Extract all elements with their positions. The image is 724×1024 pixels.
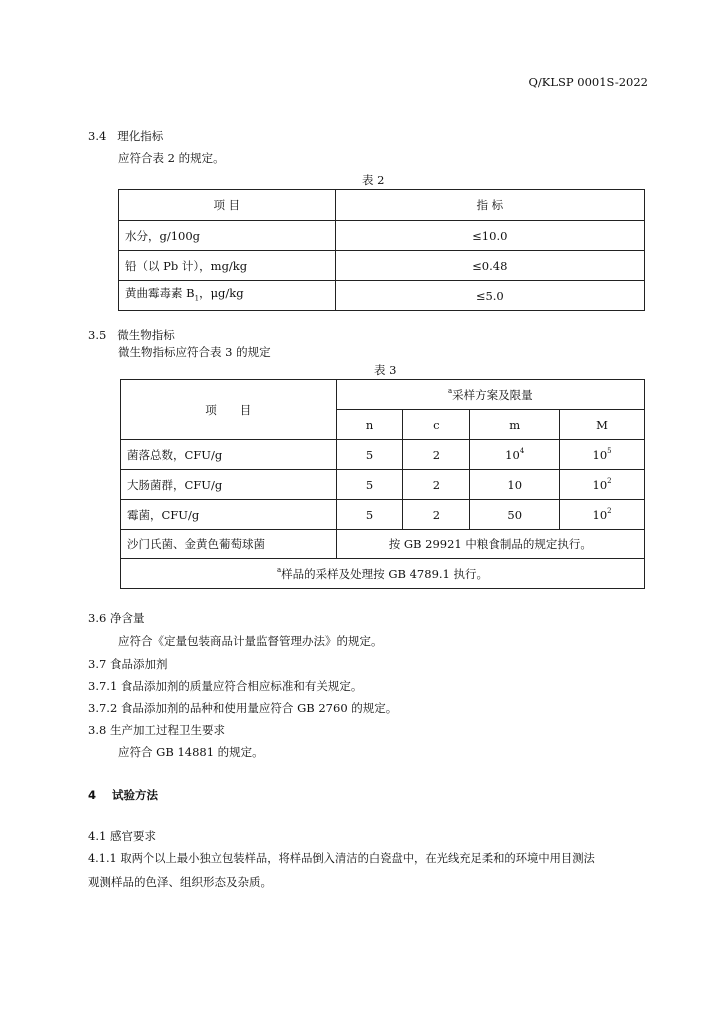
section-title: 理化指标 [117, 129, 164, 143]
section-number: 4 [88, 788, 97, 802]
section-number: 3.4 [88, 129, 107, 143]
table-row [121, 500, 645, 530]
row-item: 大肠菌群，CFU/g [121, 470, 337, 500]
document-code: Q/KLSP 0001S-2022 [528, 75, 648, 89]
row-item: 菌落总数，CFU/g [121, 440, 337, 470]
table-row [121, 530, 645, 559]
section-3-5-heading [88, 327, 175, 343]
section-3-6-heading: 3.6 净含量 [88, 611, 145, 625]
cell-n: 5 [336, 500, 403, 530]
cell-M: $10^2$ [560, 500, 645, 530]
section-4-heading [88, 787, 158, 803]
section-4-1-heading: 4.1 感官要求 [88, 829, 156, 843]
table-footnote-row [121, 559, 645, 589]
column-header-plan: $^a$采样方案及限量 [336, 380, 644, 410]
table-row [121, 440, 645, 470]
column-header-item: 项 目 [121, 380, 337, 440]
section-3-8-heading: 3.8 生产加工过程卫生要求 [88, 723, 225, 737]
section-title: 微生物指标 [117, 328, 175, 342]
table-row [119, 251, 645, 281]
cell-n: 5 [336, 440, 403, 470]
cell-m: $10^4$ [470, 440, 560, 470]
column-header-m: m [470, 410, 560, 440]
row-item: 黄曲霉毒素 $B_1$，μg/kg [119, 281, 336, 311]
cell-c: 2 [403, 500, 470, 530]
row-value: ≤5.0 [335, 281, 644, 311]
cell-m: 10 [470, 470, 560, 500]
table-2-caption: 表 2 [362, 173, 385, 187]
cell-M: $10^2$ [560, 470, 645, 500]
section-title: 试验方法 [112, 788, 159, 802]
row-value: ≤0.48 [335, 251, 644, 281]
row-item: 霉菌，CFU/g [121, 500, 337, 530]
section-3-7-2: 3.7.2 食品添加剂的品种和使用量应符合 GB 2760 的规定。 [88, 701, 398, 715]
cell-n: 5 [336, 470, 403, 500]
section-3-7-1: 3.7.1 食品添加剂的质量应符合相应标准和有关规定。 [88, 679, 363, 693]
column-header-item: 项 目 [119, 190, 336, 221]
cell-M: $10^5$ [560, 440, 645, 470]
section-3-4-body: 应符合表 2 的规定。 [118, 151, 225, 165]
table-3-caption: 表 3 [374, 363, 397, 377]
section-number: 3.5 [88, 328, 107, 342]
cell-c: 2 [403, 470, 470, 500]
row-item: 水分，g/100g [119, 221, 336, 251]
section-3-7-heading: 3.7 食品添加剂 [88, 657, 168, 671]
row-item: 沙门氏菌、金黄色葡萄球菌 [121, 530, 337, 559]
cell-c: 2 [403, 440, 470, 470]
section-3-8-body: 应符合 GB 14881 的规定。 [118, 745, 264, 759]
table-row [121, 470, 645, 500]
row-value: ≤10.0 [335, 221, 644, 251]
table-header-row [119, 190, 645, 221]
section-3-6-body: 应符合《定量包装商品计量监督管理办法》的规定。 [118, 634, 383, 648]
section-4-1-1-line-1: 4.1.1 取两个以上最小独立包装样品，将样品倒入清洁的白瓷盘中，在光线充足柔和的环境中用目测法 [88, 852, 595, 865]
section-4-1-1-line-2: 观测样品的色泽、组织形态及杂质。 [88, 875, 272, 889]
table-3 [120, 379, 645, 589]
column-header-c: c [403, 410, 470, 440]
column-header-n: n [336, 410, 403, 440]
table-2 [118, 189, 645, 311]
section-3-4-heading [88, 128, 163, 144]
table-header-row [121, 380, 645, 410]
row-item: 铅（以 Pb 计），mg/kg [119, 251, 336, 281]
table-row [119, 281, 645, 311]
section-3-5-body: 微生物指标应符合表 3 的规定 [118, 345, 271, 359]
cell-m: 50 [470, 500, 560, 530]
row-value: 按 GB 29921 中粮食制品的规定执行。 [336, 530, 644, 559]
column-header-value: 指 标 [335, 190, 644, 221]
table-footnote: $^a$样品的采样及处理按 GB 4789.1 执行。 [121, 559, 645, 589]
table-row [119, 221, 645, 251]
column-header-M: M [560, 410, 645, 440]
